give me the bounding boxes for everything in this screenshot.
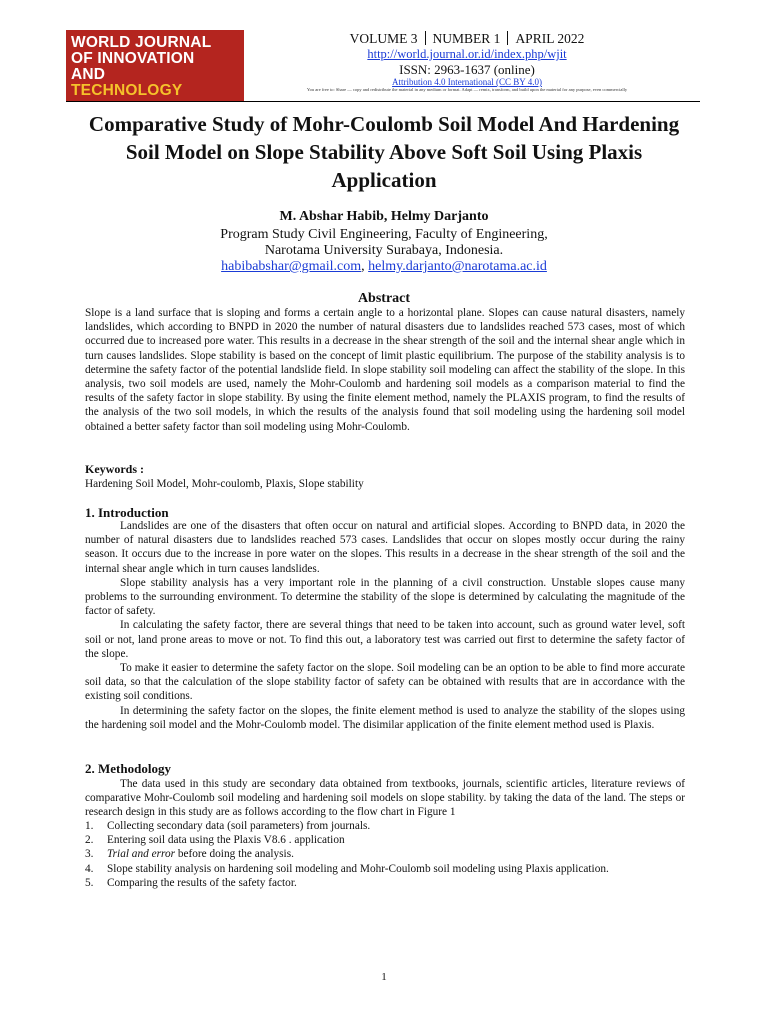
step-text: Slope stability analysis on hardening soil modeling and Mohr-Coulomb soil modeling using Plaxis application. xyxy=(107,862,609,875)
step-text: Comparing the results of the safety factor. xyxy=(107,876,297,889)
list-item xyxy=(85,847,685,861)
step-text: Entering soil data using the Plaxis V8.6 . application xyxy=(107,834,345,847)
step-number: 3. xyxy=(85,848,94,861)
logo-line-4: TECHNOLOGY xyxy=(71,82,183,99)
volume: VOLUME 3 xyxy=(349,31,418,46)
step-number: 5. xyxy=(85,876,94,889)
author-names: M. Abshar Habib, Helmy Darjanto xyxy=(279,209,489,224)
step-number: 1. xyxy=(85,820,94,832)
intro-paragraph: In calculating the safety factor, there are several things that need to be taken into account, such as ground water level, soft soil or not, land prone areas to move or not. To find this out, a laboratory test was carried out first to determine the safety factor of the slope. xyxy=(85,619,685,660)
introduction-heading: 1. Introduction xyxy=(85,505,169,520)
issn: ISSN: 2963-1637 (online) xyxy=(399,62,535,77)
intro-paragraph: Slope stability analysis has a very important role in the planning of a civil construction. Unstable slopes cause many problems to the surrounding environment. To determine the stability of the slope is determined by calculating the magnitude of the factor of safety. xyxy=(85,576,685,618)
keywords-text: Hardening Soil Model, Mohr-coulomb, Plaxis, Slope stability xyxy=(85,478,364,490)
methodology-steps-list xyxy=(85,819,685,890)
methodology-body xyxy=(85,777,685,820)
abstract-heading: Abstract xyxy=(357,291,411,306)
list-item xyxy=(85,819,685,833)
logo-line-1: WORLD JOURNAL xyxy=(71,34,212,51)
number: NUMBER 1 xyxy=(432,31,501,46)
license-link[interactable]: Attribution 4.0 International (CC BY 4.0) xyxy=(392,77,542,87)
paper-title: Comparative Study of Mohr-Coulomb Soil Model And Hardening Soil Model on Slope Stability Above Soft Soil Using Plaxis Application xyxy=(88,112,680,192)
masthead xyxy=(280,31,654,93)
journal-logo xyxy=(66,30,244,102)
keywords-heading: Keywords : xyxy=(85,462,144,476)
abstract-text: Slope is a land surface that is sloping and forms a certain angle to a horizontal plane. Slopes can cause natural disasters, namely landslides, which according to BNPD in 2020 the number of natural disasters due to landslides reached 573 cases, most of which occurred due to increased pore water. This results in a decrease in the shear strength of the soil and the internal shear angle which in turn causes landslides. Slope stability is based on the concept of limit plastic equilibrium. The purpose of the stability analysis is to determine the safety factor of the potential landslide field. In slope stability soil modeling can affect the stability of the slope. In this analysis, two soil models are used, namely the Mohr-Coulomb and hardening soil models as a comparison material to find the results of the safety factor in slope stability. By using the finite element method, namely the PLAXIS program, to find the results of the analysis of the two soil models, in which the results of the analysis found that soil modeling using the hardening soil model obtained a better safety factor than soil modeling using Mohr-Coulomb. xyxy=(85,307,685,433)
email-separator: , xyxy=(361,259,369,274)
introduction-body xyxy=(85,519,685,732)
journal-url-link[interactable]: http://world.journal.or.id/index.php/wjit xyxy=(367,47,567,61)
step-text: before doing the analysis. xyxy=(175,848,294,861)
step-number: 2. xyxy=(85,834,94,847)
page-number: 1 xyxy=(381,971,387,983)
step-number: 4. xyxy=(85,862,94,875)
intro-paragraph: Landslides are one of the disasters that often occur on natural and artificial slopes. According to BNPD data, in 2020 the number of natural disasters due to landslides reached 573 cases. Landslides that occur on slopes mostly occur during the rainy season. It occurs due to the increase in pore water on the slopes. This results in a decrease in the shear strength of the soil and the internal shear angle which in turn causes landslides. xyxy=(85,520,685,575)
header-rule xyxy=(66,101,700,102)
divider xyxy=(425,31,426,45)
author-emails xyxy=(84,259,684,275)
email-link-1[interactable]: habibabshar@gmail.com xyxy=(221,259,362,274)
list-item xyxy=(85,862,685,876)
affiliation-line-2: Narotama University Surabaya, Indonesia. xyxy=(264,243,504,258)
author-block xyxy=(84,209,684,275)
list-item xyxy=(85,833,685,847)
license-note: You are free to: Share — copy and redistribute the material in any medium or format. Adapt — remix, transform, and build upon the material for any purpose, even commercially xyxy=(306,87,628,92)
step-text-italic: Trial and error xyxy=(107,848,176,861)
step-text: Collecting secondary data (soil parameters) from journals. xyxy=(107,820,371,832)
issue-info xyxy=(280,31,654,47)
intro-paragraph: In determining the safety factor on the slopes, the finite element method is used to analyze the stability of the slopes using the hardening soil model and the Mohr-Coulomb model. The disimilar application of the finite element method used is Plaxis. xyxy=(85,704,685,731)
affiliation-line-1: Program Study Civil Engineering, Faculty of Engineering, xyxy=(220,227,548,242)
issue-date: APRIL 2022 xyxy=(515,31,585,46)
logo-line-2: OF INNOVATION xyxy=(71,50,195,67)
logo-line-3: AND xyxy=(71,66,106,83)
intro-paragraph: To make it easier to determine the safety factor on the slope. Soil modeling can be an option to be able to find more accurate soil data, so that the calculation of the slope stability factor of safety can be obtained with results that are in accordance with the existing soil conditions. xyxy=(85,662,685,703)
email-link-2[interactable]: helmy.darjanto@narotama.ac.id xyxy=(368,259,547,274)
list-item xyxy=(85,876,685,890)
methodology-heading: 2. Methodology xyxy=(85,761,171,776)
methodology-paragraph: The data used in this study are secondary data obtained from textbooks, journals, scientific articles, literature reviews of comparative Mohr-Coulomb soil modeling and hardening soil models on slope stability. by taking the data of the land. The steps or research design in this study are as follows according to the flow chart in Figure 1 xyxy=(85,778,685,819)
divider xyxy=(507,31,508,45)
